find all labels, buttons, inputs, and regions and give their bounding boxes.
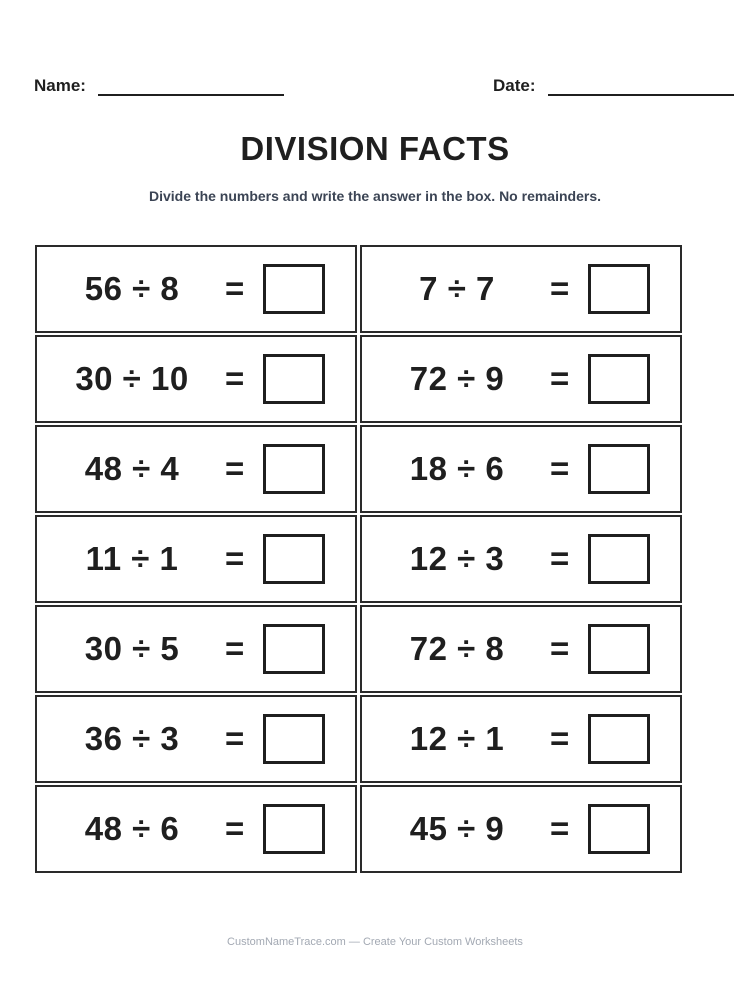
date-label: Date: [493, 76, 536, 95]
date-write-line[interactable] [548, 80, 734, 96]
problem-expression: 72 ÷ 9 [409, 360, 505, 397]
problem-cell [360, 785, 682, 873]
answer-box[interactable] [263, 624, 325, 674]
equals-sign: = [225, 810, 245, 847]
equals-sign: = [550, 360, 570, 397]
answer-box[interactable] [263, 264, 325, 314]
answer-box[interactable] [588, 444, 650, 494]
problem-expression: 48 ÷ 6 [84, 810, 180, 847]
problem-cell [35, 515, 357, 603]
problem-grid [35, 245, 682, 873]
equals-sign: = [225, 630, 245, 667]
equals-sign: = [225, 540, 245, 577]
footer-credit: CustomNameTrace.com — Create Your Custom Worksheets [227, 936, 523, 948]
problem-cell [360, 605, 682, 693]
problem-expression: 11 ÷ 1 [85, 540, 179, 577]
problem-expression: 18 ÷ 6 [409, 450, 505, 487]
answer-box[interactable] [263, 804, 325, 854]
equals-sign: = [225, 360, 245, 397]
equals-sign: = [225, 450, 245, 487]
problem-cell [35, 335, 357, 423]
problem-cell [360, 245, 682, 333]
equals-sign: = [550, 810, 570, 847]
name-write-line[interactable] [98, 80, 284, 96]
problem-cell [360, 335, 682, 423]
answer-box[interactable] [588, 624, 650, 674]
answer-box[interactable] [263, 444, 325, 494]
problem-cell [35, 425, 357, 513]
answer-box[interactable] [588, 264, 650, 314]
problem-expression: 30 ÷ 10 [75, 360, 189, 397]
problem-expression: 12 ÷ 1 [409, 720, 505, 757]
equals-sign: = [550, 270, 570, 307]
problem-cell [35, 245, 357, 333]
problem-cell [35, 695, 357, 783]
answer-box[interactable] [588, 714, 650, 764]
answer-box[interactable] [263, 354, 325, 404]
answer-box[interactable] [588, 804, 650, 854]
equals-sign: = [550, 540, 570, 577]
equals-sign: = [550, 450, 570, 487]
answer-box[interactable] [588, 534, 650, 584]
worksheet-title: DIVISION FACTS [240, 130, 510, 167]
equals-sign: = [550, 630, 570, 667]
problem-expression: 45 ÷ 9 [409, 810, 505, 847]
name-label: Name: [34, 76, 86, 95]
problem-expression: 72 ÷ 8 [409, 630, 505, 667]
problem-cell [35, 605, 357, 693]
equals-sign: = [225, 720, 245, 757]
problem-cell [35, 785, 357, 873]
answer-box[interactable] [588, 354, 650, 404]
equals-sign: = [550, 720, 570, 757]
problem-expression: 56 ÷ 8 [84, 270, 180, 307]
date-field [493, 76, 734, 96]
problem-cell [360, 515, 682, 603]
name-field [34, 76, 284, 96]
problem-expression: 48 ÷ 4 [84, 450, 180, 487]
problem-cell [360, 695, 682, 783]
worksheet-instructions: Divide the numbers and write the answer in the box. No remainders. [149, 188, 601, 204]
equals-sign: = [225, 270, 245, 307]
problem-expression: 7 ÷ 7 [419, 270, 495, 307]
problem-cell [360, 425, 682, 513]
problem-expression: 12 ÷ 3 [409, 540, 505, 577]
answer-box[interactable] [263, 534, 325, 584]
problem-expression: 36 ÷ 3 [84, 720, 180, 757]
problem-expression: 30 ÷ 5 [84, 630, 180, 667]
answer-box[interactable] [263, 714, 325, 764]
